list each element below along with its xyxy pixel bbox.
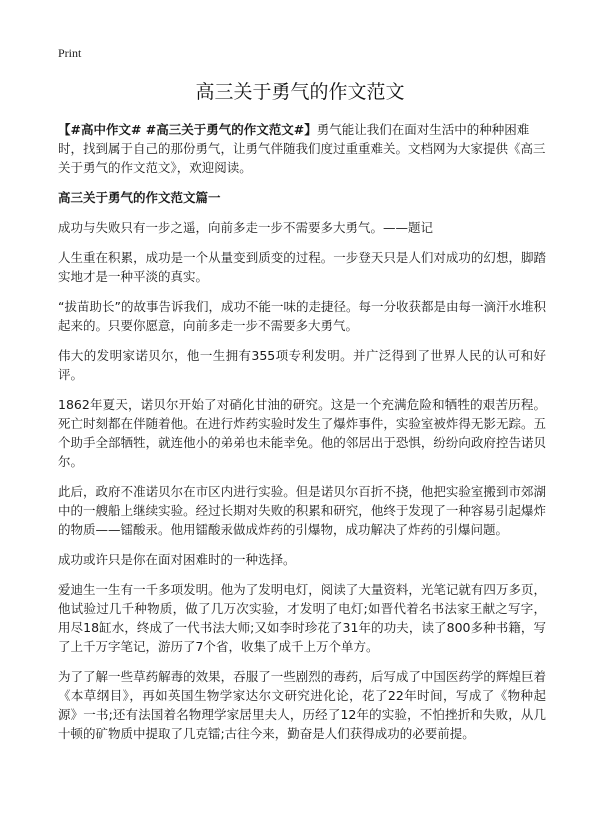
paragraph-epigraph: 成功与失败只有一步之遥，向前多走一步不需要多大勇气。——题记	[58, 220, 434, 235]
paragraph-accumulation: 人生重在积累，成功是一个从量变到质变的过程。一步登天只是人们对成功的幻想，脚踏实地才是一种平淡的真实。	[58, 250, 546, 284]
article-title: 高三关于勇气的作文范文	[195, 81, 405, 103]
paragraph-herbs: 为了了解一些草药解毒的效果，吞服了一些剧烈的毒药，后写成了中国医药学的辉煌巨着《本草纲目》，再如英国生物学家达尔文研究进化论，花了22年时间，写成了《物种起源》一书;还有法国着名物理学家居里夫人，历经了12年的实验，不怕挫折和失败，从几十顿的矿物质中提取了几克镭;古往今来，勤奋是人们获得成功的必要前提。	[58, 669, 546, 741]
paragraph-nobel-after: 此后，政府不准诺贝尔在市区内进行实验。但是诺贝尔百折不挠，他把实验室搬到市郊湖中的一艘船上继续实验。经过长期对失败的积累和研究，他终于发现了一种容易引起爆炸的物质——镭酸汞。他用镭酸汞做成炸药的引爆物，成功解决了炸药的引爆问题。	[58, 484, 546, 537]
intro-tags: 【#高中作文# #高三关于勇气的作文范文#】	[58, 122, 317, 137]
article-body	[58, 120, 546, 754]
section-heading: 高三关于勇气的作文范文篇一	[58, 190, 221, 205]
paragraph-nobel-1862: 1862年夏天，诺贝尔开始了对硝化甘油的研究。这是一个充满危险和牺牲的艰苦历程。死亡时刻都在伴随着他。在进行炸药实验时发生了爆炸事件，实验室被炸得无影无踪。五个助手全部牺牲，就连他小的弟弟也未能幸免。他的邻居出于恐惧，纷纷向政府控告诺贝尔。	[58, 397, 546, 469]
paragraph-choice: 成功或许只是你在面对困难时的一种选择。	[58, 552, 296, 567]
paragraph-nobel-intro: 伟大的发明家诺贝尔，他一生拥有355项专利发明。并广泛得到了世界人民的认可和好评。	[58, 348, 546, 382]
paragraph-story: “拔苗助长”的故事告诉我们，成功不能一味的走捷径。每一分收获都是由每一滴汗水堆积起来的。只要你愿意，向前多走一步不需要多大勇气。	[58, 299, 546, 333]
intro-text: 勇气能让我们在面对生活中的种种困难时，找到属于自己的那份勇气，让勇气伴随我们度过重重难关。文档网为大家提供《高三关于勇气的作文范文》，欢迎阅读。	[58, 122, 546, 175]
intro-paragraph	[58, 120, 546, 177]
print-link[interactable]: Print	[58, 46, 82, 60]
paragraph-edison: 爱迪生一生有一千多项发明。他为了发明电灯，阅读了大量资料，光笔记就有四万多页，他试验过几千种物质，做了几万次实验，才发明了电灯;如晋代着名书法家王献之写字，用尽18缸水，终成了一代书法大师;又如李时珍花了31年的功夫，读了800多种书籍，写了上千万字笔记，游历了7个省，收集了成千上万个单方。	[58, 582, 546, 654]
